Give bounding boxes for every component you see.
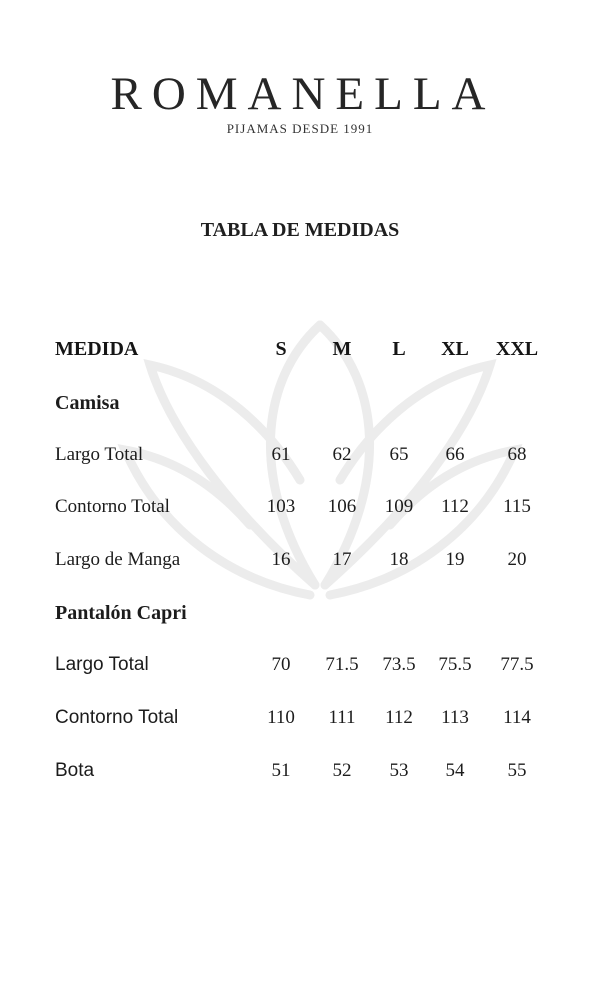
cell-l: 112 — [385, 707, 413, 728]
cell-m: 111 — [328, 707, 356, 728]
cell-m: 71.5 — [325, 654, 359, 675]
cell-m: 106 — [327, 496, 357, 517]
row-label: Largo Total — [55, 444, 144, 465]
row-label: Bota — [55, 760, 95, 781]
cell-l: 53 — [389, 760, 409, 781]
cell-xxl: 114 — [503, 707, 531, 728]
cell-m: 17 — [332, 549, 352, 570]
header-size-xxl: XXL — [495, 338, 539, 360]
table-row — [0, 444, 600, 474]
row-label: Contorno Total — [55, 496, 170, 517]
section-name: Pantalón Capri — [55, 602, 187, 624]
cell-s: 51 — [271, 760, 291, 781]
cell-xl: 66 — [445, 444, 465, 465]
cell-s: 16 — [271, 549, 291, 570]
table-header-row — [0, 338, 600, 368]
header-size-l: L — [392, 338, 406, 360]
table-row — [0, 654, 600, 684]
cell-xl: 113 — [441, 707, 469, 728]
cell-xxl: 77.5 — [500, 654, 534, 675]
table-row — [0, 707, 600, 737]
cell-xl: 19 — [445, 549, 465, 570]
cell-l: 109 — [384, 496, 414, 517]
table-row — [0, 549, 600, 579]
cell-xxl: 20 — [507, 549, 527, 570]
header-size-xl: XL — [441, 338, 469, 360]
row-label: Contorno Total — [55, 707, 179, 728]
cell-s: 110 — [267, 707, 295, 728]
header-label-medida: MEDIDA — [55, 338, 139, 360]
brand-name: ROMANELLA — [110, 68, 496, 120]
row-label: Largo de Manga — [55, 549, 181, 570]
header-size-m: M — [332, 338, 352, 360]
header-size-s: S — [275, 338, 287, 360]
cell-xxl: 115 — [503, 496, 531, 517]
section-heading-pantalon-capri — [0, 602, 600, 632]
cell-s: 70 — [271, 654, 291, 675]
cell-xl: 112 — [441, 496, 469, 517]
row-label: Largo Total — [55, 654, 149, 675]
cell-l: 73.5 — [382, 654, 416, 675]
cell-s: 61 — [271, 444, 291, 465]
cell-m: 52 — [332, 760, 352, 781]
page-title: TABLA DE MEDIDAS — [200, 219, 400, 241]
brand-tagline: PIJAMAS DESDE 1991 — [226, 121, 374, 136]
table-row — [0, 760, 600, 790]
section-name: Camisa — [55, 392, 120, 414]
cell-l: 18 — [389, 549, 409, 570]
cell-s: 103 — [266, 496, 296, 517]
cell-xxl: 55 — [507, 760, 527, 781]
cell-xxl: 68 — [507, 444, 527, 465]
cell-m: 62 — [332, 444, 352, 465]
cell-xl: 54 — [445, 760, 465, 781]
cell-l: 65 — [389, 444, 409, 465]
section-heading-camisa — [0, 392, 600, 422]
table-row — [0, 496, 600, 526]
cell-xl: 75.5 — [438, 654, 472, 675]
